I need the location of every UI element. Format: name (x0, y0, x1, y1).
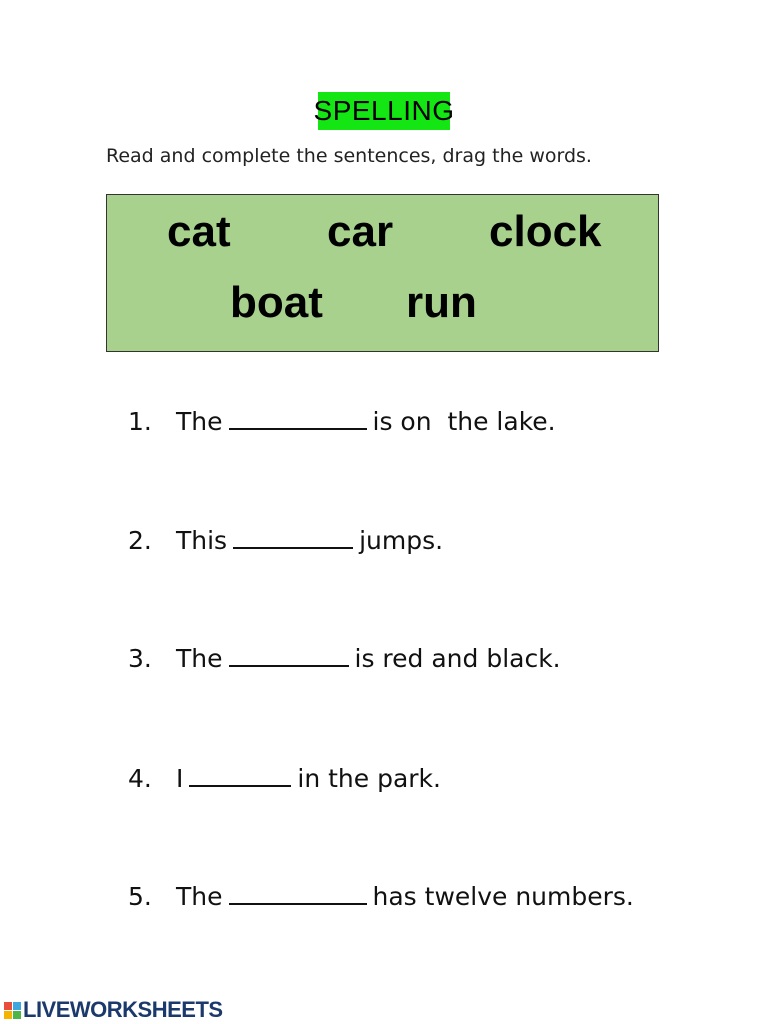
sentence-text-before: The (176, 644, 223, 673)
liveworksheets-logo (4, 997, 223, 1023)
sentence-text-after: has twelve numbers. (372, 882, 634, 911)
sentence-text-before: This (176, 526, 228, 555)
sentence-5 (128, 881, 634, 911)
sentence-text-after: is red and black. (354, 644, 561, 673)
sentence-number: 3. (128, 644, 152, 673)
drop-zone-blank[interactable] (233, 525, 353, 549)
drop-zone-blank[interactable] (189, 763, 291, 787)
sentence-number: 5. (128, 882, 152, 911)
draggable-word-run[interactable]: run (406, 278, 477, 327)
draggable-word-cat[interactable]: cat (167, 207, 231, 256)
sentence-text-after: jumps. (359, 526, 444, 555)
sentence-4 (128, 763, 441, 793)
drop-zone-blank[interactable] (229, 643, 349, 667)
instructions-text: Read and complete the sentences, drag the words. (106, 145, 592, 167)
sentence-text-after: is on the lake. (372, 407, 556, 436)
sentence-3 (128, 643, 561, 673)
drop-zone-blank[interactable] (229, 881, 367, 905)
sentence-number: 4. (128, 764, 152, 793)
sentence-text-after: in the park. (297, 764, 441, 793)
draggable-word-car[interactable]: car (327, 207, 394, 256)
sentence-1 (128, 406, 556, 436)
sentence-number: 2. (128, 526, 152, 555)
sentence-text-before: I (176, 764, 184, 793)
drop-zone-blank[interactable] (229, 406, 367, 430)
sentence-number: 1. (128, 407, 152, 436)
sentence-2 (128, 525, 443, 555)
draggable-word-boat[interactable]: boat (230, 278, 323, 327)
draggable-word-clock[interactable]: clock (489, 207, 602, 256)
word-bank (106, 194, 659, 352)
logo-squares-icon (4, 1002, 21, 1019)
sentence-text-before: The (176, 882, 223, 911)
sentence-text-before: The (176, 407, 223, 436)
logo-text: LIVEWORKSHEETS (23, 997, 223, 1022)
worksheet-title: SPELLING (318, 92, 450, 130)
